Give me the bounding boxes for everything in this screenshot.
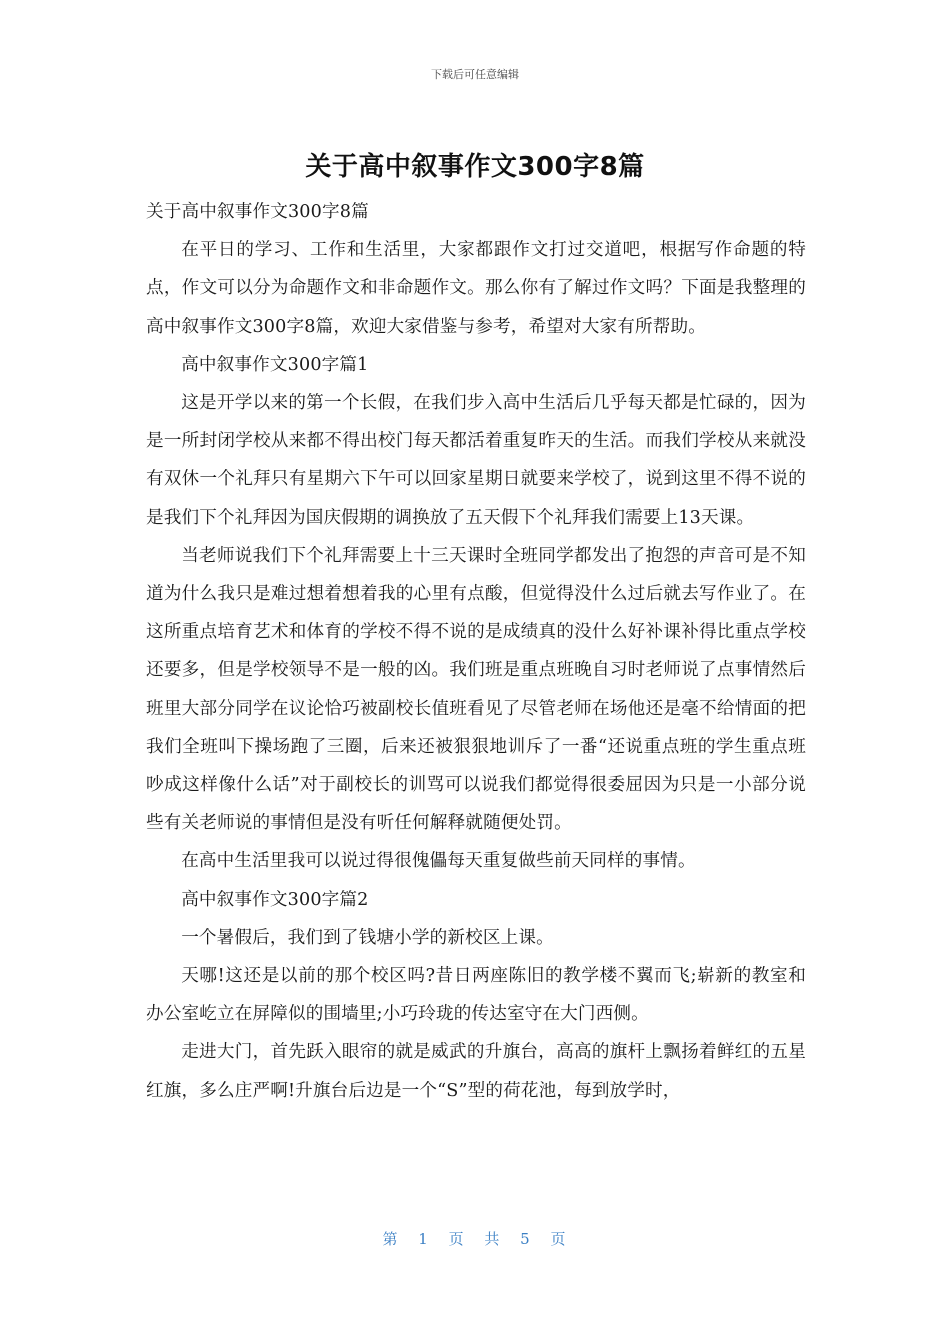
paragraph: 一个暑假后，我们到了钱塘小学的新校区上课。 [181,927,554,948]
document-body [146,193,806,1110]
paragraph: 当老师说我们下个礼拜需要上十三天课时全班同学都发出了抱怨的声音可是不知道为什么我只是难过想着想着我的心里有点酸，但觉得没什么过后就去写作业了。在这所重点培育艺术和体育的学校不得不说的是成绩真的没什么好补课补得比重点学校还要多，但是学校领导不是一般的凶。我们班是重点班晚自习时老师说了点事情然后班里大部分同学在议论恰巧被副校长值班看见了尽管老师在场他还是毫不给情面的把我们全班叫下操场跑了三圈，后来还被狠狠地训斥了一番“还说重点班的学生重点班吵成这样像什么话”对于副校长的训骂可以说我们都觉得很委屈因为只是一小部分说些有关老师说的事情但是没有听任何解释就随便处罚。 [146,545,806,834]
section-heading: 高中叙事作文300字篇1 [181,354,369,375]
header-note: 下载后可任意编辑 [431,68,519,81]
paragraph-subtitle: 关于高中叙事作文300字8篇 [146,202,369,222]
paragraph: 这是开学以来的第一个长假，在我们步入高中生活后几乎每天都是忙碌的，因为是一所封闭学校从来都不得出校门每天都活着重复昨天的生活。而我们学校从来就没有双休一个礼拜只有星期六下午可以回家星期日就要来学校了，说到这里不得不说的是我们下个礼拜因为国庆假期的调换放了五天假下个礼拜我们需要上13天课。 [146,393,806,528]
paragraph: 走进大门，首先跃入眼帘的就是威武的升旗台，高高的旗杆上飘扬着鲜红的五星红旗，多么庄严啊!升旗台后边是一个“S”型的荷花池，每到放学时， [146,1042,806,1101]
paragraph: 天哪!这还是以前的那个校区吗?昔日两座陈旧的教学楼不翼而飞;崭新的教室和办公室屹立在屏障似的围墙里;小巧玲珑的传达室守在大门西侧。 [146,966,806,1025]
section-heading: 高中叙事作文300字篇2 [181,889,369,910]
paragraph: 在高中生活里我可以说过得很傀儡每天重复做些前天同样的事情。 [181,851,696,872]
document-title: 关于高中叙事作文300字8篇 [305,152,645,182]
paragraph-intro: 在平日的学习、工作和生活里，大家都跟作文打过交道吧，根据写作命题的特点，作文可以分为命题作文和非命题作文。那么你有了解过作文吗？下面是我整理的高中叙事作文300字8篇，欢迎大家借鉴与参考，希望对大家有所帮助。 [146,240,806,337]
page-number-footer: 第 1 页 共 5 页 [382,1230,568,1248]
